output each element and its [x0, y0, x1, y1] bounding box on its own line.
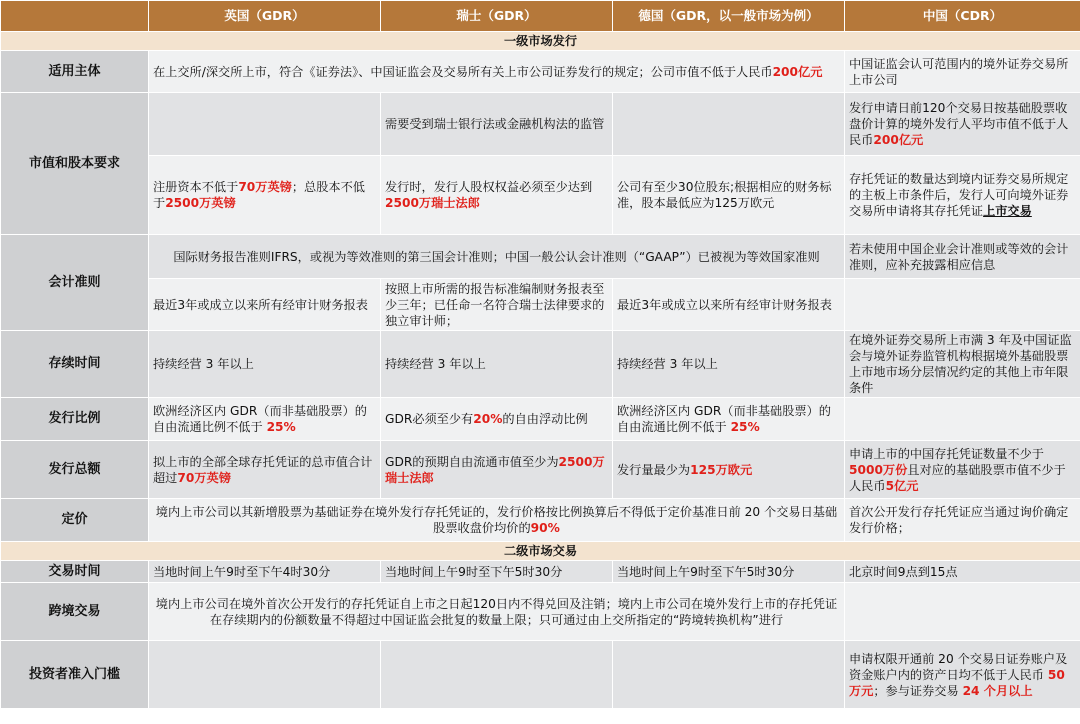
- cell-capital-cn: [845, 156, 1080, 235]
- cell-investor-ch: [381, 641, 613, 709]
- ratio-ch-text-b: 的自由浮动比例: [502, 412, 588, 426]
- row-label-capital: 市值和股本要求: [1, 93, 149, 235]
- row-label-ratio: 发行比例: [1, 398, 149, 441]
- cell-capital-ch-top: 需要受到瑞士银行法或金融机构法的监管: [381, 93, 613, 156]
- row-capital-top: [1, 93, 1080, 156]
- section-row-secondary: [1, 542, 1080, 561]
- amount-ch-highlight: 2500万瑞士法郎: [385, 454, 605, 485]
- cell-accounting-ch: 按照上市所需的报告标准编制财务报表至少三年；已任命一名符合瑞士法律要求的独立审计师；: [381, 279, 613, 331]
- amount-uk-highlight: 70万英镑: [177, 470, 231, 485]
- cell-ratio-cn: [845, 398, 1080, 441]
- cell-subject-cn: 中国证监会认可范围内的境外证券交易所上市公司: [845, 51, 1080, 93]
- row-ratio: [1, 398, 1080, 441]
- cell-capital-uk: [149, 156, 381, 235]
- cell-cross-border-cn: [845, 583, 1080, 641]
- cell-cross-border-merged: 境内上市公司在境外首次公开发行的存托凭证自上市之日起120日内不得兑回及注销；境内上市公司在境外发行上市的存托凭证在存续期内的份额数量不得超过中国证监会批复的数量上限；只可通过由上交所指定的“跨境转换机构”进行: [149, 583, 845, 641]
- cell-hours-cn: 北京时间9点到15点: [845, 561, 1080, 583]
- row-duration: [1, 331, 1080, 398]
- row-hours: [1, 561, 1080, 583]
- cell-duration-de: 持续经营 3 年以上: [613, 331, 845, 398]
- row-label-cross-border: 跨境交易: [1, 583, 149, 641]
- cell-accounting-cn: 若未使用中国企业会计准则或等效的会计准则，应补充披露相应信息: [845, 235, 1080, 279]
- investor-cn-highlight-1: 50 万元: [849, 667, 1065, 698]
- cell-amount-ch: [381, 441, 613, 499]
- capital-uk-highlight-1: 70万英镑: [238, 180, 292, 194]
- cell-ratio-ch: [381, 398, 613, 441]
- ratio-uk-text: 欧洲经济区内 GDR（而非基础股票）的自由流通比例不低于: [153, 404, 367, 434]
- row-label-hours: 交易时间: [1, 561, 149, 583]
- pricing-text: 境内上市公司以其新增股票为基础证券在境外发行存托凭证的，发行价格按比例换算后不得低于定价基准日前 20 个交易日基础股票收盘价均价的: [155, 505, 838, 535]
- cell-capital-ch: [381, 156, 613, 235]
- amount-ch-text: GDR的预期自由流通市值至少为: [385, 454, 559, 469]
- capital-ch-text: 发行时，发行人股权权益必须至少达到: [385, 180, 593, 194]
- cell-pricing-merged: [149, 499, 845, 542]
- amount-cn-text-b: 且对应的基础股票市值不少于人民币: [849, 462, 1066, 493]
- cell-subject-merged: [149, 51, 845, 93]
- row-label-pricing: 定价: [1, 499, 149, 542]
- header-switzerland: 瑞士（GDR）: [381, 1, 613, 32]
- cell-accounting-uk: 最近3年或成立以来所有经审计财务报表: [149, 279, 381, 331]
- section-primary-market: 一级市场发行: [1, 32, 1080, 51]
- header-row: [1, 1, 1080, 32]
- amount-cn-text-a: 申请上市的中国存托凭证数量不少于: [849, 446, 1044, 461]
- subject-text: 在上交所/深交所上市，符合《证券法》、中国证监会及交易所有关上市公司证券发行的规定；公司市值不低于人民币: [153, 64, 773, 79]
- row-cross-border: [1, 583, 1080, 641]
- row-investor: [1, 641, 1080, 709]
- capital-cn-top-text: 发行申请日前120个交易日按基础股票收盘价计算的境外发行人平均市值不低于人民币: [849, 101, 1069, 147]
- cell-capital-de-top: [613, 93, 845, 156]
- subject-highlight: 200亿元: [772, 64, 823, 79]
- cell-ratio-uk: [149, 398, 381, 441]
- row-accounting-bottom: [1, 279, 1080, 331]
- capital-uk-text-b: ；总股本不低于: [153, 180, 365, 210]
- ratio-de-highlight: 25%: [730, 420, 760, 434]
- section-secondary-market: 二级市场交易: [1, 542, 1080, 561]
- amount-uk-text: 拟上市的全部全球存托凭证的总市值合计超过: [153, 454, 373, 485]
- cell-ratio-de: [613, 398, 845, 441]
- cell-pricing-cn: 首次公开发行存托凭证应当通过询价确定发行价格；: [845, 499, 1080, 542]
- cell-duration-ch: 持续经营 3 年以上: [381, 331, 613, 398]
- section-row-primary: [1, 32, 1080, 51]
- row-label-amount: 发行总额: [1, 441, 149, 499]
- row-label-accounting: 会计准则: [1, 235, 149, 331]
- pricing-highlight: 90%: [530, 521, 560, 535]
- cell-hours-uk: 当地时间上午9时至下午4时30分: [149, 561, 381, 583]
- cell-investor-cn: [845, 641, 1080, 709]
- amount-de-text: 发行量最少为: [617, 462, 691, 477]
- amount-de-highlight: 125万欧元: [690, 462, 753, 477]
- row-subject: [1, 51, 1080, 93]
- capital-cn-underline: 上市交易: [983, 204, 1032, 218]
- cell-accounting-de: 最近3年或成立以来所有经审计财务报表: [613, 279, 845, 331]
- row-amount: [1, 441, 1080, 499]
- investor-cn-text-b: ；参与证券交易: [873, 683, 963, 698]
- cell-hours-de: 当地时间上午9时至下午5时30分: [613, 561, 845, 583]
- ratio-de-text: 欧洲经济区内 GDR（而非基础股票）的自由流通比例不低于: [617, 404, 831, 434]
- capital-uk-text-a: 注册资本不低于: [153, 180, 239, 194]
- cell-investor-de: [613, 641, 845, 709]
- cell-investor-uk: [149, 641, 381, 709]
- capital-cn-top-highlight: 200亿元: [873, 133, 924, 147]
- cell-capital-de: 公司有至少30位股东;根据相应的财务标准，股本最低应为125万欧元: [613, 156, 845, 235]
- row-label-subject: 适用主体: [1, 51, 149, 93]
- header-uk: 英国（GDR）: [149, 1, 381, 32]
- row-capital-bottom: [1, 156, 1080, 235]
- capital-cn-text: 存托凭证的数量达到境内证券交易所规定的主板上市条件后，发行人可向境外证券交易所申请将其存托凭证: [849, 172, 1069, 218]
- amount-cn-highlight-2: 5亿元: [885, 478, 919, 493]
- ratio-uk-highlight: 25%: [266, 420, 296, 434]
- cell-capital-uk-top: [149, 93, 381, 156]
- header-blank: [1, 1, 149, 32]
- cell-hours-ch: 当地时间上午9时至下午5时30分: [381, 561, 613, 583]
- capital-ch-highlight: 2500万瑞士法郎: [385, 196, 480, 210]
- row-label-duration: 存续时间: [1, 331, 149, 398]
- cell-amount-de: [613, 441, 845, 499]
- cell-capital-cn-top: [845, 93, 1080, 156]
- cell-accounting-merged: 国际财务报告准则IFRS，或视为等效准则的第三国会计准则；中国一般公认会计准则（“GAAP”）已被视为等效国家准则: [149, 235, 845, 279]
- capital-uk-highlight-2: 2500万英镑: [165, 196, 236, 210]
- row-accounting-top: [1, 235, 1080, 279]
- cell-amount-cn: [845, 441, 1080, 499]
- row-label-investor: 投资者准入门槛: [1, 641, 149, 709]
- amount-cn-highlight-1: 5000万份: [849, 462, 908, 477]
- cell-duration-uk: 持续经营 3 年以上: [149, 331, 381, 398]
- cell-amount-uk: [149, 441, 381, 499]
- header-germany: 德国（GDR，以一般市场为例）: [613, 1, 845, 32]
- ratio-ch-highlight: 20%: [473, 412, 503, 426]
- header-china: 中国（CDR）: [845, 1, 1080, 32]
- investor-cn-text-a: 申请权限开通前 20 个交易日证券账户及资金账户内的资产日均不低于人民币: [849, 651, 1068, 682]
- cell-duration-cn: 在境外证券交易所上市满 3 年及中国证监会与境外证券监管机构根据境外基础股票上市地市场分层情况约定的其他上市年限条件: [845, 331, 1080, 398]
- cell-accounting-cn-bottom: [845, 279, 1080, 331]
- row-pricing: [1, 499, 1080, 542]
- ratio-ch-text-a: GDR必须至少有: [385, 412, 474, 426]
- investor-cn-highlight-2: 24 个月以上: [962, 683, 1033, 698]
